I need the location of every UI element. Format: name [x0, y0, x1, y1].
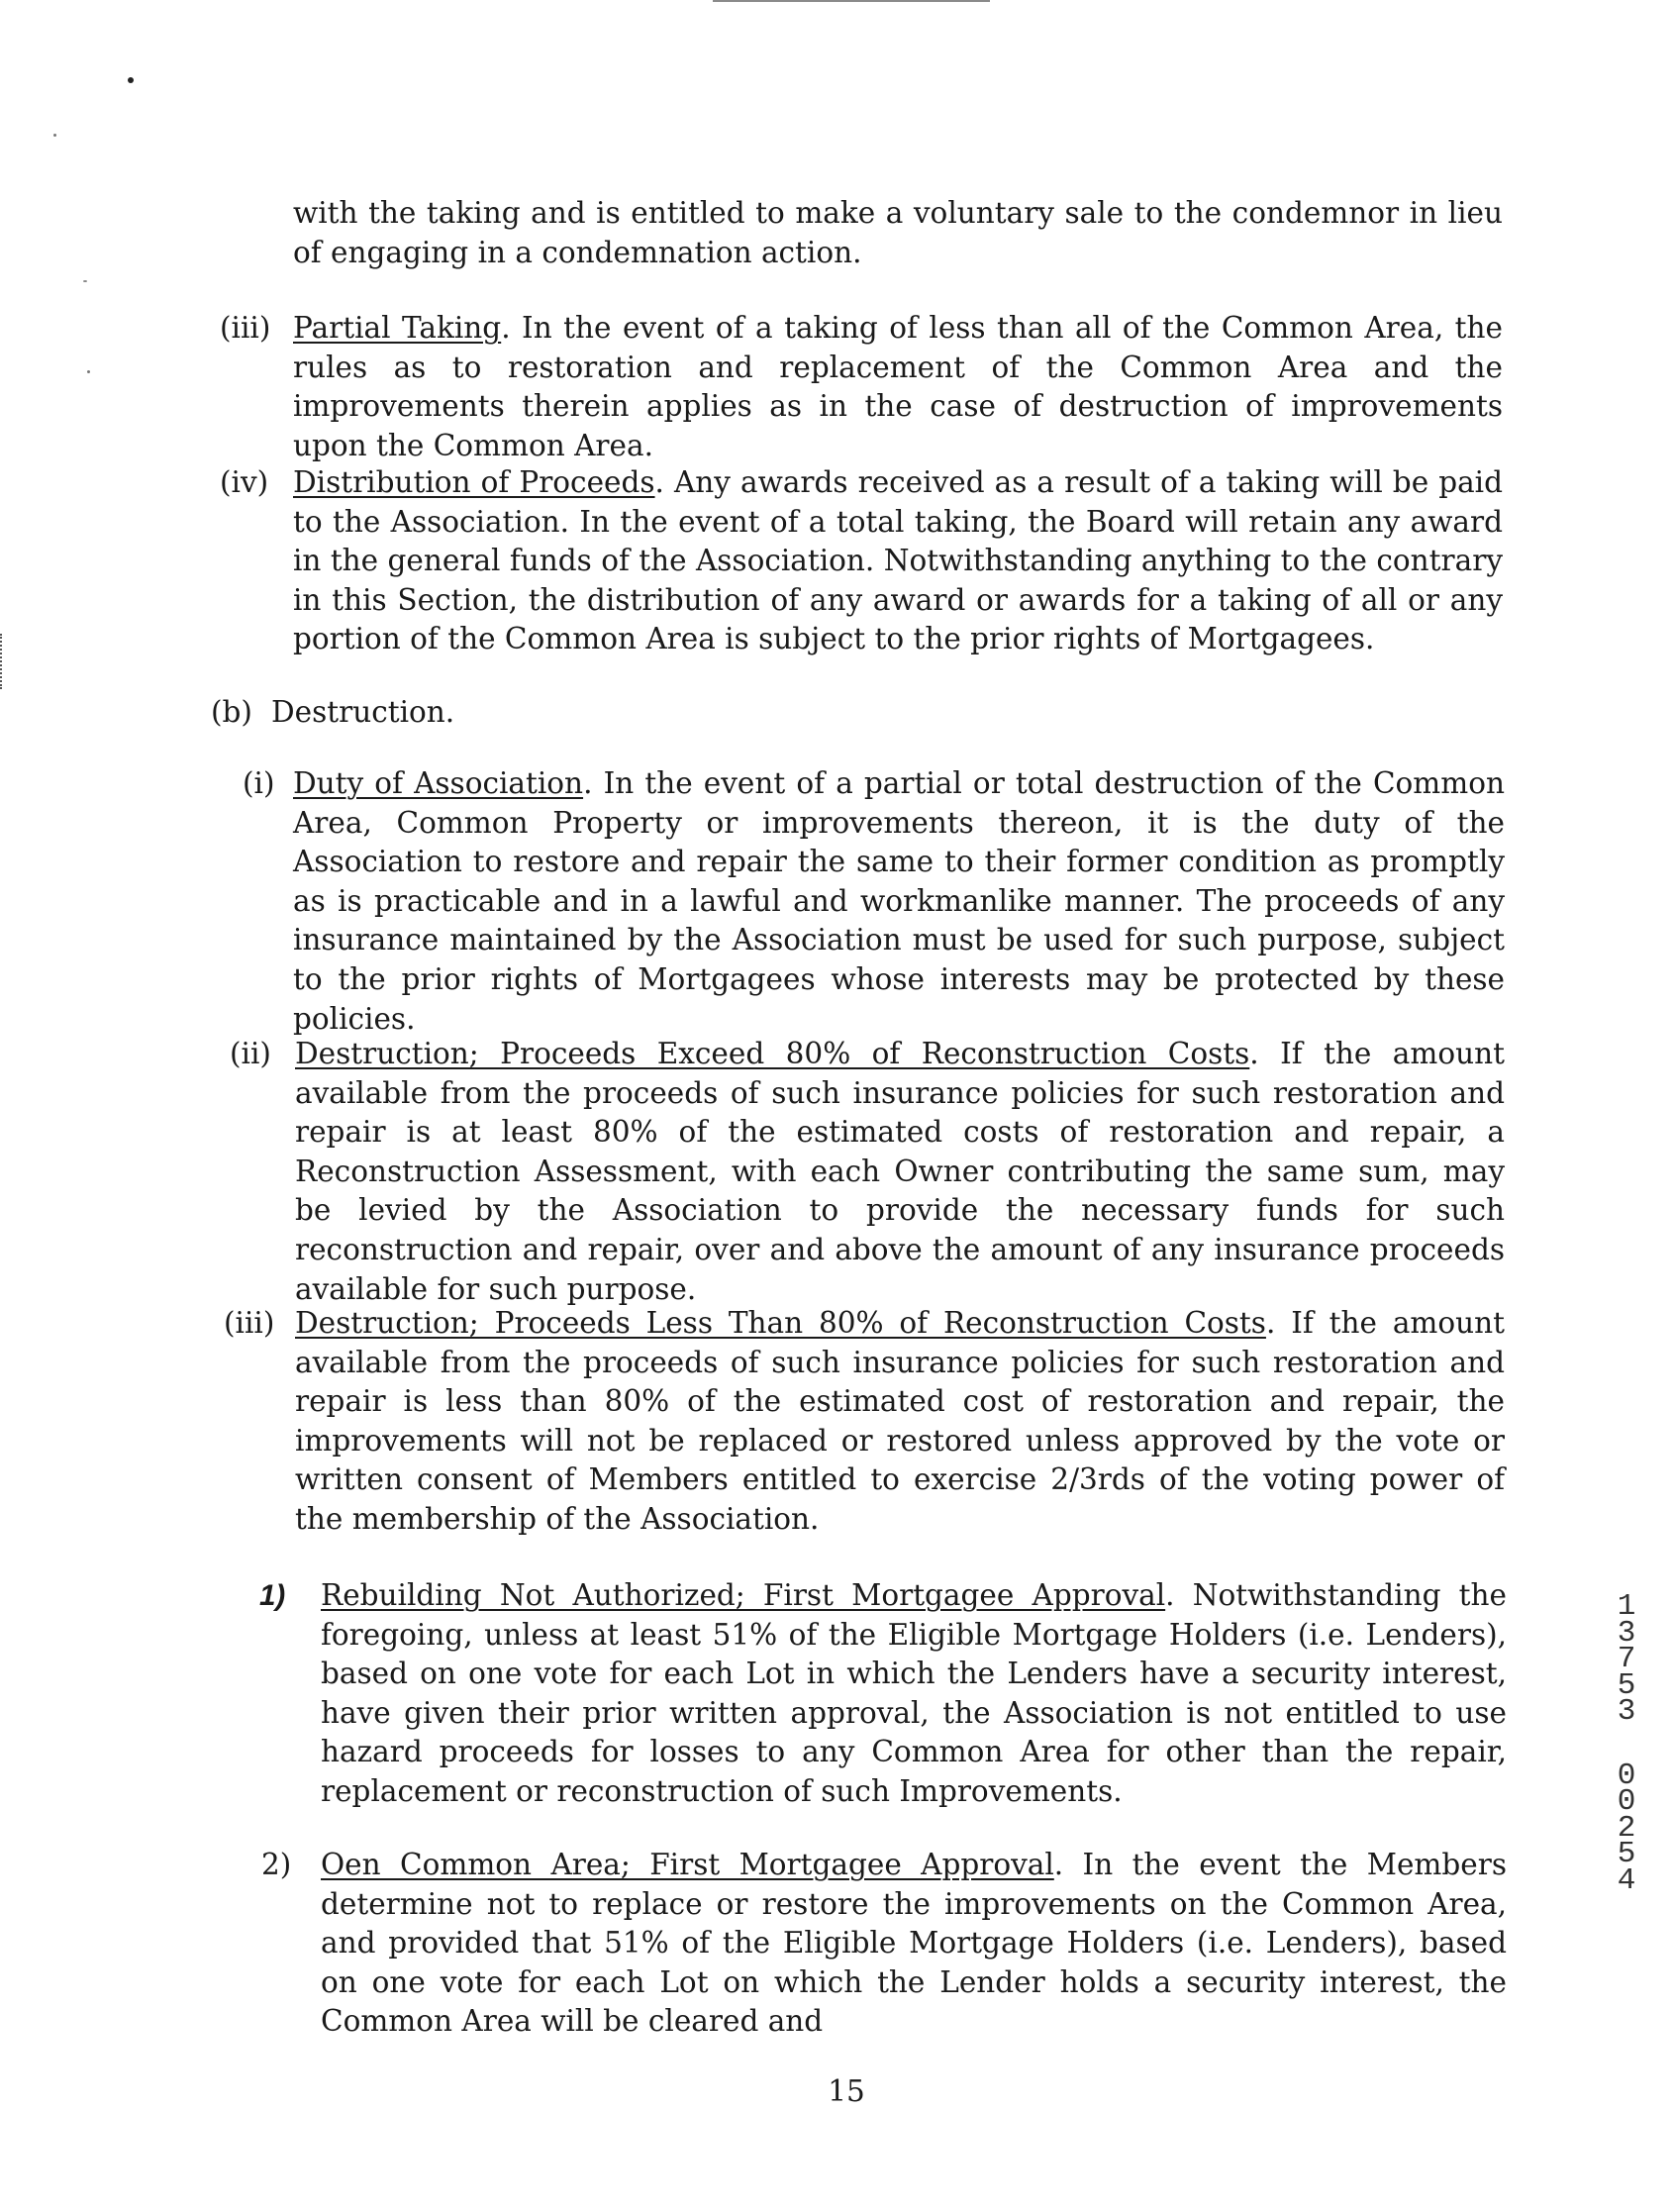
paragraph-duty-of-association [293, 764, 1505, 1039]
item-number: (ii) [230, 1037, 271, 1070]
paragraph-text: . Any awards received as a result of a taking will be paid to the Association. In the event of a total taking, the Board will retain any award in the general funds of the Association. Notwithstanding anything to the contrary in this Section, the distribution of any award or awards for a taking of all or any portion of the Common Area is subject to the prior rights of Mortgagees. [293, 465, 1503, 656]
stamp-digit: 0 [1617, 1758, 1636, 1793]
stamp-digit: 1 [1617, 1589, 1636, 1624]
stamp-digit: 2 [1617, 1810, 1636, 1846]
scan-speck [53, 134, 56, 137]
stamp-digit: 5 [1617, 1837, 1636, 1871]
section-heading: Rebuilding Not Authorized; First Mortgagee Approval [321, 1578, 1166, 1612]
paragraph-text: . If the amount available from the proceeds of such insurance policies for such restoration and repair is less than 80% of the estimated cost of restoration and repair, the improvements will not be replaced or restored unless approved by the vote or written consent of Members entitled to exercise 2/3rds of the voting power of the membership of the Association. [295, 1306, 1505, 1536]
paragraph-text: . In the event the Members determine not to replace or restore the improvements on the Common Area, and provided that 51% of the Eligible Mortgage Holders (i.e. Lenders), based on one vote for each Lot on which the Lender holds a security interest, the Common Area will be cleared and [321, 1848, 1507, 2039]
stamp-digit: 0 [1617, 1784, 1636, 1819]
subsection-title: Destruction. [271, 695, 455, 729]
paragraph-proceeds-less-than-80 [295, 1304, 1505, 1540]
stamp-gap [1612, 1726, 1641, 1763]
item-number: (iii) [220, 311, 271, 345]
paragraph-partial-taking [293, 309, 1503, 465]
stamp-digit: 5 [1617, 1667, 1636, 1703]
stamp-digit: 3 [1617, 1694, 1636, 1729]
section-heading: Duty of Association [293, 766, 584, 800]
paragraph-intro [293, 194, 1503, 272]
subsection-title-destruction [271, 693, 865, 733]
paragraph-text: . If the amount available from the proceeds of such insurance policies for such restoration and repair is at least 80% of the estimated costs of restoration and repair, a Reconstruction Assessment, with each Owner contributing the same sum, may be levied by the Association to provide the necessary funds for such reconstruction and repair, over and above the amount of any insurance proceeds available for such purpose. [295, 1037, 1505, 1306]
paragraph-distribution-of-proceeds [293, 463, 1503, 659]
scan-speck [128, 77, 134, 83]
paragraph-text: . In the event of a taking of less than all of the Common Area, the rules as to restoration and replacement of the Common Area and the improvements therein applies as in the case of destruction of improvements upon the Common Area. [293, 311, 1503, 462]
paragraph-rebuilding-not-authorized [321, 1576, 1507, 1812]
item-number: (iv) [220, 465, 269, 499]
scan-speck [87, 370, 90, 373]
scan-edge-mark [0, 634, 4, 689]
item-number: 2) [261, 1848, 292, 1881]
paragraph-text: with the taking and is entitled to make a voluntary sale to the condemnor in lieu of engaging in a condemnation action. [293, 196, 1503, 269]
section-heading: Destruction; Proceeds Less Than 80% of Reconstruction Costs [295, 1306, 1266, 1340]
section-heading: Distribution of Proceeds [293, 465, 655, 499]
stamp-digit: 3 [1617, 1615, 1636, 1651]
item-number: (i) [243, 766, 275, 800]
scan-speck [83, 280, 87, 282]
paragraph-text: . In the event of a partial or total destruction of the Common Area, Common Property or improvements thereon, it is the duty of the Association to restore and repair the same to their former condition as promptly as is practicable and in a lawful and workmanlike manner. The proceeds of any insurance maintained by the Association must be used for such purpose, subject to the prior rights of Mortgagees whose interests may be protected by these policies. [293, 766, 1505, 1036]
stamp-digit: 4 [1617, 1862, 1636, 1898]
item-number: (iii) [224, 1306, 275, 1340]
section-heading: Partial Taking [293, 311, 502, 345]
section-heading: Oen Common Area; First Mortgagee Approval [321, 1848, 1054, 1881]
section-heading: Destruction; Proceeds Exceed 80% of Reconstruction Costs [295, 1037, 1250, 1070]
recording-number-stamp [1612, 1589, 1641, 1898]
paragraph-proceeds-exceed-80 [295, 1035, 1505, 1309]
paragraph-text: . Notwithstanding the foregoing, unless at least 51% of the Eligible Mortgage Holders (i.e. Lenders), based on one vote for each Lot in which the Lenders have a security interest, have given their prior written approval, the Association is not entitled to use hazard proceeds for losses to any Common Area for other than the repair, replacement or reconstruction of such Improvements. [321, 1578, 1507, 1808]
paragraph-open-common-area [321, 1846, 1507, 2042]
scan-artifact-line [713, 0, 990, 2]
page-number: 15 [828, 2074, 865, 2108]
stamp-digit: 7 [1617, 1642, 1636, 1676]
item-number: 1) [259, 1579, 286, 1612]
item-number: (b) [211, 695, 252, 729]
